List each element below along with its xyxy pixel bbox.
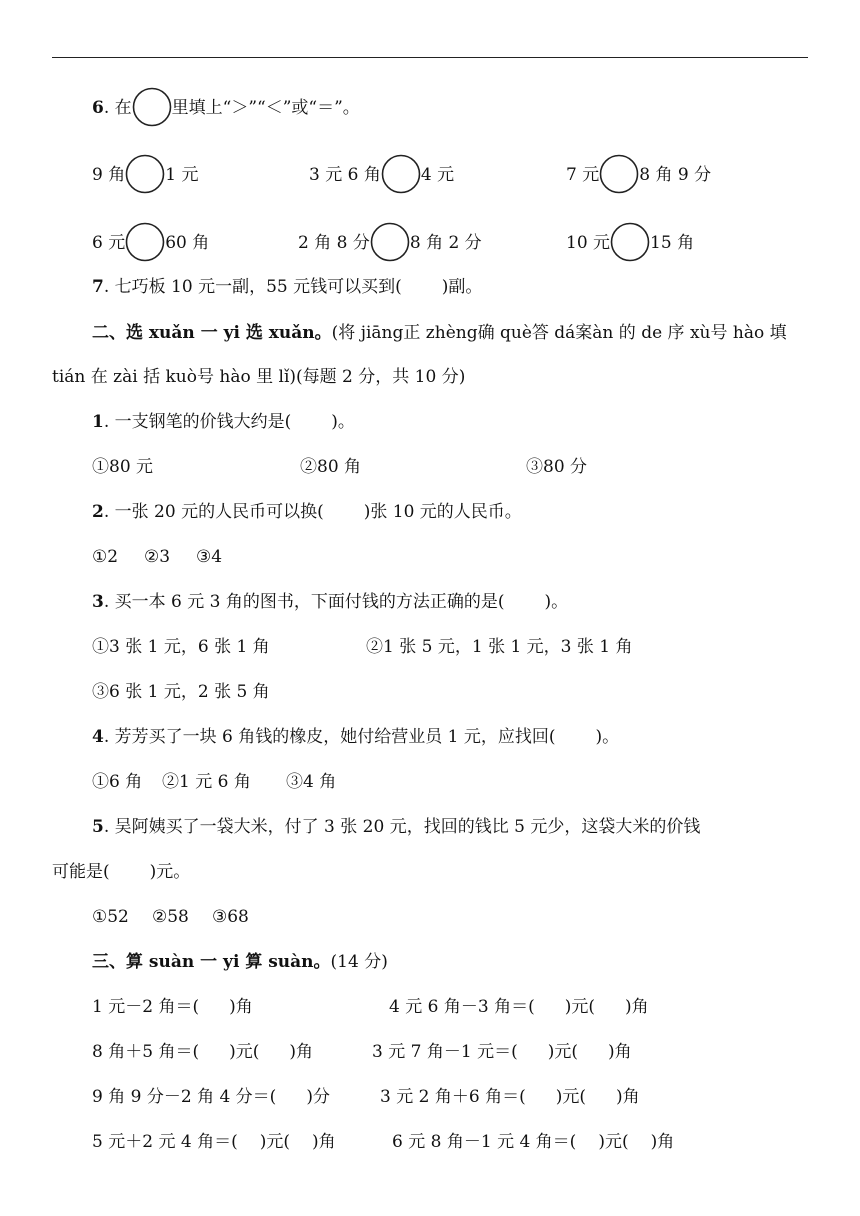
- s3-row-4-left: [92, 1131, 336, 1153]
- s3-row-2-left: [92, 1041, 313, 1063]
- compare-right: 4 元: [420, 165, 455, 185]
- s2-q5-cont: [52, 861, 190, 883]
- question-text: 吴阿姨买了一袋大米，付了 3 张 20 元，找回的钱比 5 元少，这袋大米的价钱: [114, 817, 701, 837]
- s2-q3-option-3: ③6 张 1 元，2 张 5 角: [92, 682, 270, 702]
- q6-row-2-item-3: [566, 232, 694, 262]
- expr: 6 元 8 角－1 元 4 角＝(: [392, 1132, 577, 1152]
- q6-row-2-item-2: [298, 232, 482, 262]
- compare-left: 6 元: [92, 233, 126, 253]
- circle-blank-icon[interactable]: [370, 222, 410, 262]
- q6-row-1-item-2: [309, 164, 454, 194]
- s2-q3-option-2: ②1 张 5 元，1 张 1 元，3 张 1 角: [366, 637, 633, 657]
- question-text-end: )元。: [149, 862, 191, 882]
- unit: )角: [311, 1132, 336, 1152]
- question-text-end: )。: [544, 592, 569, 612]
- expr: 3 元 2 角＋6 角＝(: [380, 1087, 526, 1107]
- expr: 3 元 7 角－1 元＝(: [372, 1042, 518, 1062]
- question-number: 3: [92, 592, 104, 612]
- compare-left: 9 角: [92, 165, 126, 185]
- compare-right: 1 元: [165, 165, 199, 185]
- compare-left: 10 元: [566, 233, 611, 253]
- question-text: 可能是(: [52, 862, 110, 882]
- unit: )角: [229, 997, 253, 1017]
- question-dot: .: [103, 727, 110, 747]
- question-dot: .: [103, 817, 110, 837]
- expr: 8 角＋5 角＝(: [92, 1042, 200, 1062]
- section3-heading: 三、算 suàn 一 yi 算 suàn。: [92, 952, 331, 972]
- q6-number: 6: [92, 98, 104, 118]
- q7-number: 7: [92, 277, 104, 297]
- q7-prompt: [92, 276, 482, 298]
- q6-prompt: [92, 97, 360, 127]
- s3-row-1-left: [92, 996, 253, 1018]
- q7-text: 七巧板 10 元一副，55 元钱可以买到(: [114, 277, 402, 297]
- question-number: 2: [92, 502, 104, 522]
- question-dot: .: [103, 592, 110, 612]
- circle-blank-icon[interactable]: [381, 154, 421, 194]
- s2-q2: [92, 501, 522, 523]
- s2-q1-option-3: ③80 分: [526, 457, 588, 477]
- header-rule: [52, 57, 808, 58]
- unit: )元(: [555, 1087, 586, 1107]
- s2-q1: [92, 411, 355, 433]
- q7-text-end: )副。: [441, 277, 483, 297]
- unit: )元(: [229, 1042, 260, 1062]
- section2-instruction-1: (将 jiāng正 zhèng确 què答 dá案àn 的 de 序 xù号 hào 填: [331, 323, 787, 343]
- s2-q2-option-2: ②3: [144, 547, 171, 567]
- compare-left: 7 元: [566, 165, 600, 185]
- compare-right: 15 角: [650, 233, 695, 253]
- s2-q4-option-1: ①6 角: [92, 772, 143, 792]
- section2-heading: 二、选 xuǎn 一 yi 选 xuǎn。: [92, 323, 332, 343]
- question-text-end: )张 10 元的人民币。: [363, 502, 522, 522]
- expr: 5 元＋2 元 4 角＝(: [92, 1132, 238, 1152]
- s3-row-3-left: [92, 1086, 330, 1108]
- s2-q2-option-1: ①2: [92, 547, 119, 567]
- unit: )角: [650, 1132, 675, 1152]
- s2-q2-option-3: ③4: [196, 547, 223, 567]
- expr: 4 元 6 角－3 角＝(: [389, 997, 535, 1017]
- question-number: 1: [92, 412, 104, 432]
- unit: )分: [306, 1087, 330, 1107]
- s2-q3-option-1: ①3 张 1 元，6 张 1 角: [92, 637, 270, 657]
- q7-dot: .: [103, 277, 110, 297]
- unit: )元(: [598, 1132, 629, 1152]
- circle-blank-icon[interactable]: [599, 154, 639, 194]
- q6-pre: 在: [114, 98, 132, 118]
- unit: )元(: [259, 1132, 290, 1152]
- section2-heading-line: [92, 322, 787, 344]
- unit: )角: [289, 1042, 313, 1062]
- unit: )角: [615, 1087, 640, 1107]
- section2-instruction-2: tián 在 zài 括 kuò号 hào 里 lǐ)(每题 2 分，共 10 分): [52, 367, 466, 387]
- s2-q5-option-1: ①52: [92, 907, 129, 927]
- circle-blank-icon[interactable]: [125, 222, 165, 262]
- s2-q5-option-3: ③68: [212, 907, 249, 927]
- question-text-end: )。: [595, 727, 620, 747]
- expr: 1 元－2 角＝(: [92, 997, 200, 1017]
- compare-left: 3 元 6 角: [309, 165, 381, 185]
- q6-post: 里填上“＞”“＜”或“＝”。: [171, 98, 360, 118]
- question-text-end: )。: [331, 412, 355, 432]
- section3-score: (14 分): [330, 952, 388, 972]
- compare-right: 8 角 9 分: [639, 165, 712, 185]
- s2-q1-option-1: ①80 元: [92, 457, 154, 477]
- circle-blank-icon[interactable]: [132, 87, 172, 127]
- compare-right: 60 角: [165, 233, 210, 253]
- s2-q5: [92, 816, 700, 838]
- s3-row-4-right: [392, 1131, 674, 1153]
- q6-row-1-item-1: [92, 164, 198, 194]
- q6-dot: .: [103, 98, 110, 118]
- unit: )角: [607, 1042, 632, 1062]
- s2-q4: [92, 726, 619, 748]
- question-text: 芳芳买了一块 6 角钱的橡皮，她付给营业员 1 元，应找回(: [114, 727, 556, 747]
- s2-q3: [92, 591, 568, 613]
- expr: 9 角 9 分－2 角 4 分＝(: [92, 1087, 277, 1107]
- section3-heading-line: [92, 951, 388, 973]
- unit: )角: [624, 997, 649, 1017]
- unit: )元(: [564, 997, 595, 1017]
- q6-row-2-item-1: [92, 232, 209, 262]
- question-number: 4: [92, 727, 104, 747]
- s3-row-2-right: [372, 1041, 632, 1063]
- compare-right: 8 角 2 分: [409, 233, 482, 253]
- s3-row-3-right: [380, 1086, 640, 1108]
- s2-q4-option-3: ③4 角: [286, 772, 337, 792]
- s2-q5-option-2: ②58: [152, 907, 189, 927]
- question-number: 5: [92, 817, 104, 837]
- circle-blank-icon[interactable]: [610, 222, 650, 262]
- question-dot: .: [103, 412, 110, 432]
- s2-q1-option-2: ②80 角: [300, 457, 362, 477]
- circle-blank-icon[interactable]: [125, 154, 165, 194]
- compare-left: 2 角 8 分: [298, 233, 370, 253]
- question-dot: .: [103, 502, 110, 522]
- unit: )元(: [547, 1042, 578, 1062]
- question-text: 买一本 6 元 3 角的图书，下面付钱的方法正确的是(: [114, 592, 505, 612]
- q6-row-1-item-3: [566, 164, 711, 194]
- s3-row-1-right: [389, 996, 649, 1018]
- question-text: 一支钢笔的价钱大约是(: [114, 412, 292, 432]
- s2-q4-option-2: ②1 元 6 角: [162, 772, 251, 792]
- question-text: 一张 20 元的人民币可以换(: [114, 502, 324, 522]
